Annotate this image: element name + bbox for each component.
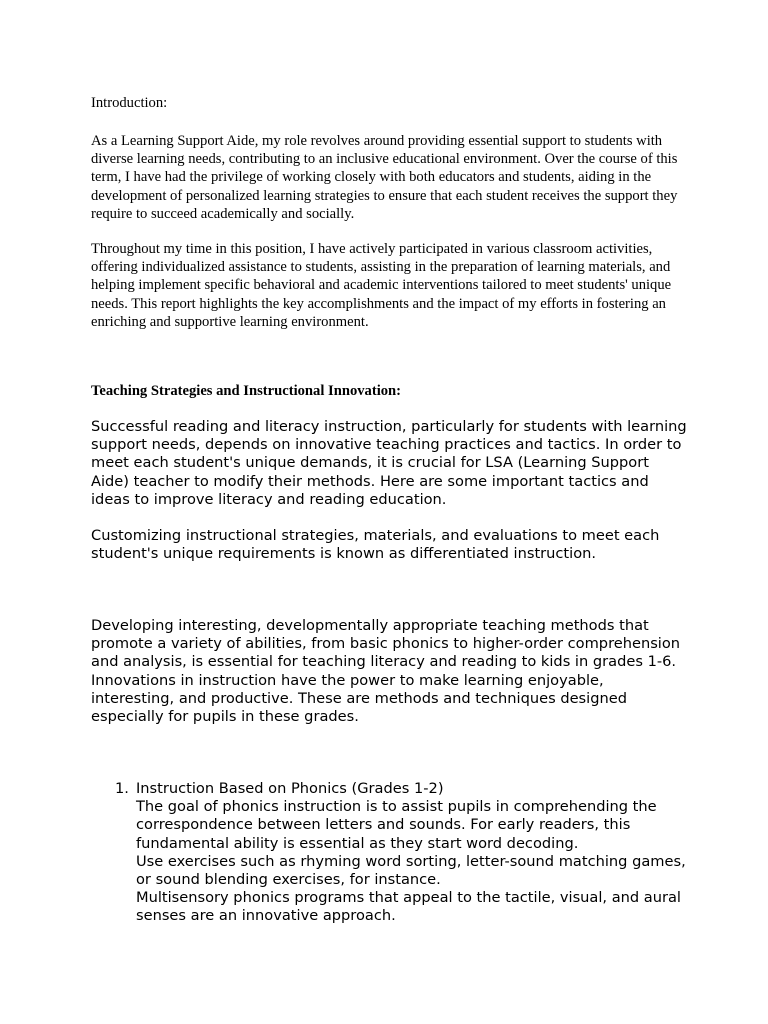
list-item-line-3: Multisensory phonics programs that appeal to the tactile, visual, and aural senses are an innovative approach. — [136, 889, 681, 925]
list-item-number: 1. — [115, 780, 129, 797]
list-item — [91, 780, 691, 926]
introduction-paragraph-1: As a Learning Support Aide, my role revolves around providing essential support to students with diverse learning needs, contributing to an inclusive educational environment. Over the course of this term, I have had the privilege of working closely with both educators and students, aiding in the development of personalized learning strategies to ensure that each student receives the support they require to succeed academically and socially. — [91, 133, 678, 222]
numbered-list — [91, 780, 691, 926]
introduction-heading: Introduction: — [91, 95, 168, 111]
strategies-paragraph-1: Successful reading and literacy instruction, particularly for students with learning support needs, depends on innovative teaching practices and tactics. In order to meet each student's unique demands, it is crucial for LSA (Learning Support Aide) teacher to modify their methods. Here are some important tactics and ideas to improve literacy and reading education. — [91, 418, 687, 508]
strategies-paragraph-2: Customizing instructional strategies, materials, and evaluations to meet each student's unique requirements is known as differentiated instruction. — [91, 527, 660, 563]
list-item-title: Instruction Based on Phonics (Grades 1-2) — [136, 780, 444, 797]
list-item-line-1: The goal of phonics instruction is to assist pupils in comprehending the correspondence between letters and sounds. For early readers, this fundamental ability is essential as they start word decoding. — [136, 798, 657, 852]
introduction-paragraph-2: Throughout my time in this position, I have actively participated in various classroom activities, offering individualized assistance to students, assisting in the preparation of learning materials, and helping implement specific behavioral and academic interventions tailored to meet students' unique needs. This report highlights the key accomplishments and the impact of my efforts in fostering an enriching and supportive learning environment. — [91, 241, 672, 330]
strategies-heading: Teaching Strategies and Instructional Innovation: — [91, 383, 402, 399]
list-item-line-2: Use exercises such as rhyming word sorting, letter-sound matching games, or sound blending exercises, for instance. — [136, 852, 686, 889]
strategies-paragraph-3: Developing interesting, developmentally appropriate teaching methods that promote a variety of abilities, from basic phonics to higher-order comprehension and analysis, is essential for teaching literacy and reading to kids in grades 1-6. Innovations in instruction have the power to make learning enjoyable, interesting, and productive. These are methods and techniques designed especially for pupils in these grades. — [91, 617, 681, 726]
